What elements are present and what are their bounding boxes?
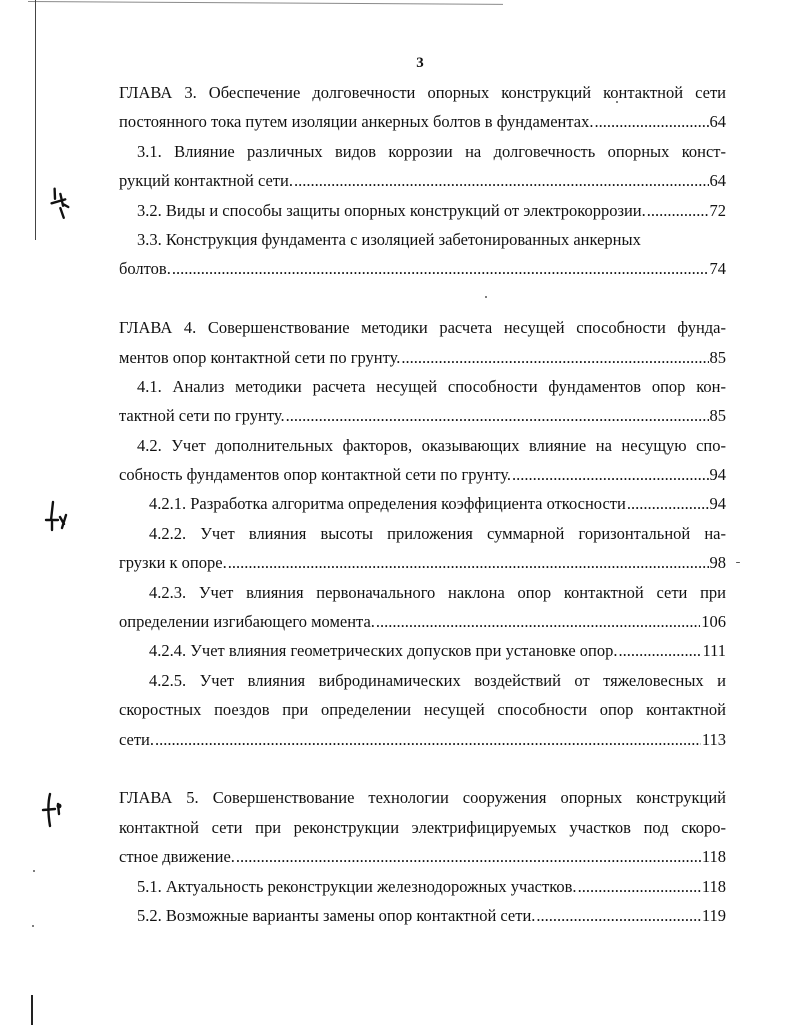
toc-page-number: 64 (709, 112, 726, 132)
toc-page-number: 74 (709, 259, 726, 279)
handwritten-mark-icon (47, 185, 74, 222)
toc-line: контактной сети при реконструкции электрифицируемых участков под скоро- (119, 817, 726, 837)
toc-page-number: 98 (709, 553, 726, 573)
toc-line-text: 4.2.1. Разработка алгоритма определения коэффициента откосности (149, 494, 626, 514)
dot-leader (172, 254, 709, 283)
toc-line-leader (119, 872, 726, 901)
toc-entry-section-3-2 (119, 196, 726, 225)
toc-entry-chapter-4 (119, 313, 726, 372)
toc-line-leader (119, 196, 726, 225)
toc-page-number: 85 (709, 347, 726, 367)
toc-line-text: 3.2. Виды и способы защиты опорных конструкций от электрокоррозии. (137, 200, 646, 220)
toc-line-text: постоянного тока путем изоляции анкерных болтов в фундаментах. (119, 112, 594, 132)
toc-line-text: стное движение. (119, 847, 235, 867)
toc-line: 4.1. Анализ методики расчета несущей способности фундаментов опор кон- (137, 376, 726, 396)
toc-line-leader (119, 107, 726, 136)
scan-left-edge (35, 0, 36, 240)
dot-leader (594, 107, 708, 136)
page-number: 3 (416, 55, 424, 71)
toc-entry-chapter-5 (119, 783, 726, 871)
toc-entry-section-4-2-4 (119, 636, 726, 665)
toc-line-text: рукций контактной сети. (119, 171, 293, 191)
toc-entry-section-4-2-2 (119, 519, 726, 578)
dot-leader (294, 166, 709, 195)
toc-line: скоростных поездов при определении несущей способности опор контактной (119, 700, 726, 720)
handwritten-margin-mark (47, 185, 74, 227)
dot-leader (236, 842, 701, 871)
toc-line: 4.2.2. Учет влияния высоты приложения суммарной горизонтальной на- (149, 523, 726, 543)
dot-leader (578, 872, 701, 901)
scan-speck (33, 870, 35, 872)
handwritten-mark-icon (44, 500, 70, 534)
toc-line-text: определении изгибающего момента. (119, 612, 375, 632)
dot-leader (536, 901, 700, 930)
toc-line-text: 5.2. Возможные варианты замены опор контактной сети. (137, 905, 536, 925)
toc-line-leader (119, 166, 726, 195)
dot-leader (376, 607, 700, 636)
toc-line: 3.1. Влияние различных видов коррозии на долговечность опорных конст- (137, 141, 726, 161)
scan-speck (32, 925, 34, 927)
handwritten-margin-mark (40, 792, 66, 833)
toc-line-text: грузки к опоре. (119, 553, 227, 573)
dot-leader (401, 343, 708, 372)
toc-line: 4.2.5. Учет влияния вибродинамических воздействий от тяжеловесных и (149, 670, 726, 690)
toc-line-leader (119, 343, 726, 372)
toc-line: ГЛАВА 5. Совершенствование технологии сооружения опорных конструкций (119, 788, 726, 808)
toc-page-number: 111 (702, 641, 726, 661)
toc-line-text: ментов опор контактной сети по грунту. (119, 347, 401, 367)
toc-entry-section-4-2-1 (119, 489, 726, 518)
toc-line-leader (119, 548, 726, 577)
dot-leader (619, 636, 702, 665)
dot-leader (647, 196, 709, 225)
toc-line-text: сети. (119, 729, 155, 749)
toc-line-leader (119, 636, 726, 665)
toc-line-text: болтов. (119, 259, 171, 279)
toc-entry-section-3-1 (119, 137, 726, 196)
handwritten-margin-mark (44, 500, 70, 539)
toc-line-leader (119, 842, 726, 871)
scan-top-edge (28, 1, 503, 5)
toc-line-leader (119, 254, 726, 283)
toc-line-leader (119, 460, 726, 489)
dot-leader (512, 460, 708, 489)
toc-page-number: 119 (701, 905, 726, 925)
toc-line: 4.2. Учет дополнительных факторов, оказывающих влияние на несущую спо- (137, 435, 726, 455)
toc-entry-section-5-1 (119, 872, 726, 901)
toc-line: 4.2.3. Учет влияния первоначального наклона опор контактной сети при (149, 582, 726, 602)
dot-leader (155, 725, 701, 754)
toc-entry-section-4-2 (119, 431, 726, 490)
toc-entry-section-4-2-5 (119, 666, 726, 754)
toc-page-number: 106 (701, 612, 726, 632)
toc-line-leader (119, 489, 726, 518)
chapter-spacer (119, 754, 726, 783)
toc-line-leader (119, 901, 726, 930)
toc-entry-section-3-3 (119, 225, 726, 284)
chapter-spacer (119, 284, 726, 313)
handwritten-mark-icon (40, 792, 66, 828)
toc-line-leader (119, 607, 726, 636)
toc-line-text: 4.2.4. Учет влияния геометрических допусков при установке опор. (149, 641, 618, 661)
toc-page-number: 85 (709, 406, 726, 426)
toc-line-text: тактной сети по грунту. (119, 406, 285, 426)
toc-line-text: 5.1. Актуальность реконструкции железнодорожных участков. (137, 876, 577, 896)
toc-line-text: собность фундаментов опор контактной сети по грунту. (119, 465, 512, 485)
toc-page-number: 72 (709, 200, 726, 220)
toc-page-number: 94 (709, 465, 726, 485)
dot-leader (286, 401, 709, 430)
toc-entry-section-4-2-3 (119, 578, 726, 637)
toc-page-number: 118 (701, 876, 726, 896)
toc-page-number: 118 (701, 847, 726, 867)
toc-page-number: 94 (709, 494, 726, 514)
toc-page-number: 64 (709, 171, 726, 191)
toc-line: 3.3. Конструкция фундамента с изоляцией забетонированных анкерных (137, 229, 641, 249)
toc-page-number: 113 (701, 729, 726, 749)
toc-entry-chapter-3 (119, 78, 726, 137)
table-of-contents (119, 78, 726, 930)
toc-line-leader (119, 725, 726, 754)
scan-left-edge-bottom (31, 995, 33, 1025)
toc-line-leader (119, 401, 726, 430)
scan-speck (736, 562, 740, 563)
dot-leader (627, 489, 709, 518)
toc-entry-section-5-2 (119, 901, 726, 930)
toc-line: ГЛАВА 4. Совершенствование методики расчета несущей способности фунда- (119, 318, 726, 338)
dot-leader (228, 548, 709, 577)
toc-line: ГЛАВА 3. Обеспечение долговечности опорных конструкций контактной сети (119, 83, 726, 102)
toc-entry-section-4-1 (119, 372, 726, 431)
